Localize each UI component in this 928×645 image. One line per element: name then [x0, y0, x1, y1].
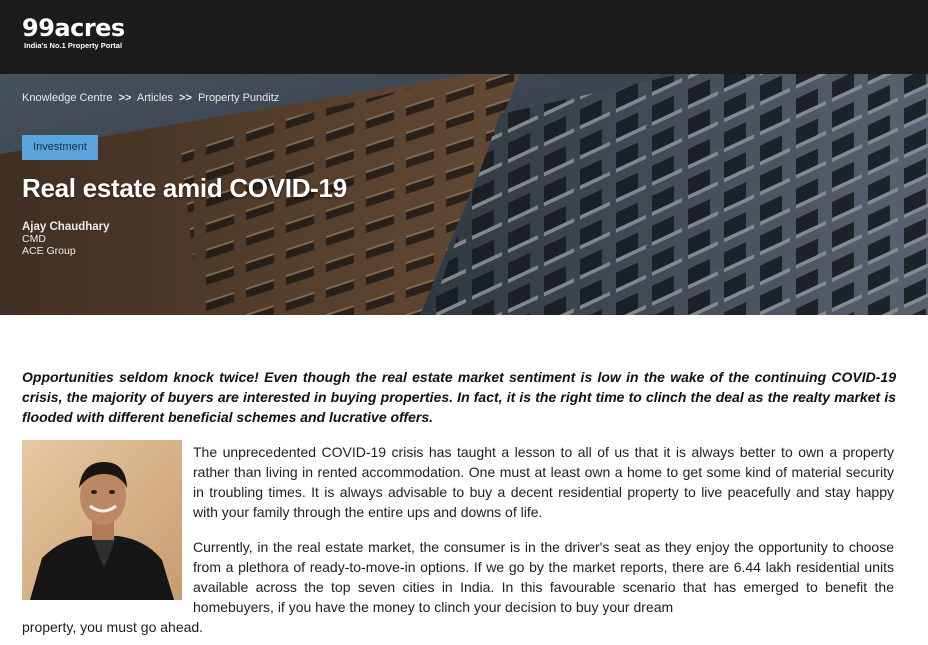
site-header: [0, 0, 928, 74]
author-role: CMD: [22, 233, 46, 245]
author-photo: [22, 440, 182, 600]
article-paragraph: The unprecedented COVID-19 crisis has taught a lesson to all of us that it is always better to own a property rather than living in rented accommodation. One must at least own a home to get some kind of material security in troubling times. It is always advisable to buy a decent residential property to live peacefully and stay happy with your family through the entire ups and downs of life.: [193, 444, 894, 520]
breadcrumb-articles[interactable]: Articles: [136, 92, 173, 104]
article-body: [22, 367, 896, 635]
author-company: ACE Group: [22, 245, 76, 257]
breadcrumb-separator: >>: [179, 92, 192, 104]
breadcrumb: [22, 92, 279, 104]
article-paragraph: Currently, in the real estate market, the consumer is in the driver's seat as they enjoy the opportunity to choose from a plethora of ready-to-move-in options. If we go by the market reports, there are 6.44 lakh residential units available across the top seven cities in India. In this favourable scenario that has emerged to benefit the homebuyers, if you have the money to clinch your decision to buy your dream: [193, 539, 894, 615]
logo[interactable]: [22, 15, 125, 50]
author-name: Ajay Chaudhary: [22, 221, 110, 233]
hero-banner: [0, 74, 928, 315]
logo-wordmark: 99acres: [22, 14, 125, 42]
logo-tagline: India's No.1 Property Portal: [24, 41, 123, 50]
breadcrumb-knowledge-centre[interactable]: Knowledge Centre: [22, 92, 113, 104]
breadcrumb-separator: >>: [118, 92, 132, 104]
author-block: [22, 221, 110, 257]
article-paragraph-continuation: property, you must go ahead.: [22, 619, 204, 635]
breadcrumb-property-punditz[interactable]: Property Punditz: [197, 92, 280, 104]
category-tag[interactable]: Investment: [22, 135, 98, 160]
page-title: Real estate amid COVID-19: [22, 173, 347, 203]
article-lead: Opportunities seldom knock twice! Even though the real estate market sentiment is low in the wake of the continuing COVID-19 crisis, the majority of buyers are interested in buying properties. In fact, it is the right time to clinch the deal as the realty market is flooded with different beneficial schemes and lucrative offers.: [22, 369, 896, 425]
